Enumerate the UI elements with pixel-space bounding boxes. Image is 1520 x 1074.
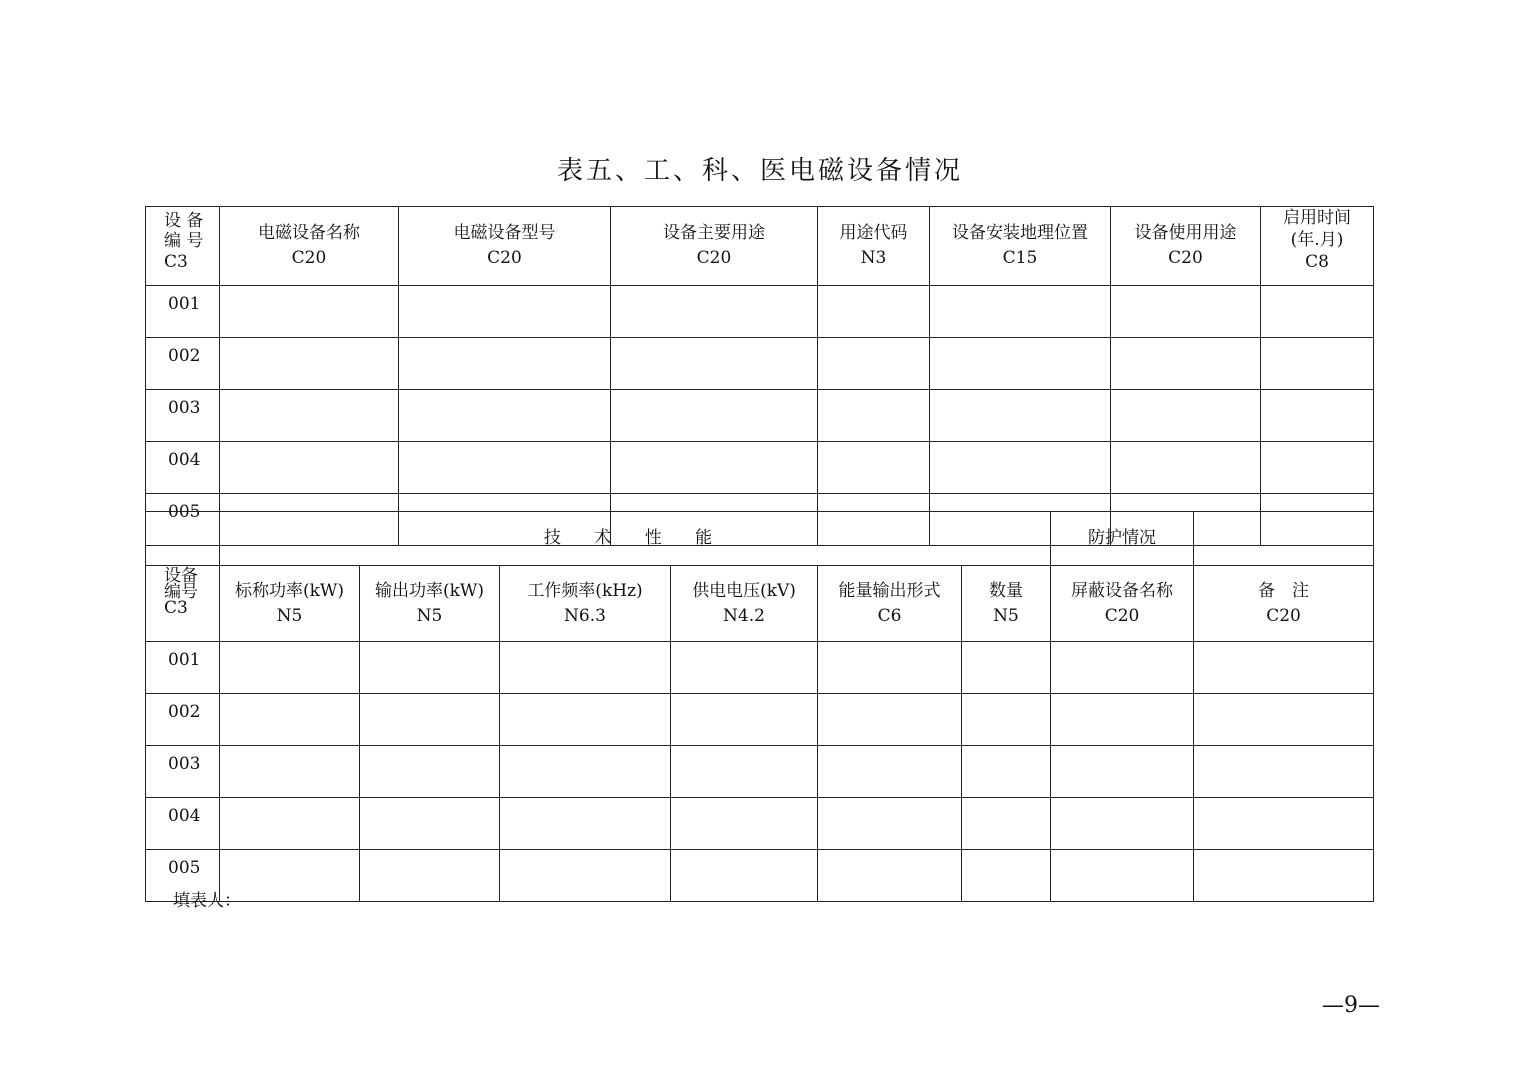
blank-cell: [1194, 512, 1374, 566]
header-line: 设 备: [164, 211, 204, 231]
cell[interactable]: [1194, 694, 1374, 746]
table-row: [146, 286, 1374, 338]
cell[interactable]: [360, 642, 500, 694]
header-line: 输出功率(kW): [374, 580, 485, 601]
cell[interactable]: [360, 850, 500, 902]
header-line: C20: [291, 248, 327, 268]
cell[interactable]: [930, 286, 1111, 338]
header-line: 设备使用用途: [1134, 223, 1237, 244]
header-line: C15: [1002, 248, 1038, 268]
cell[interactable]: [962, 694, 1051, 746]
cell[interactable]: [500, 798, 671, 850]
cell[interactable]: [1051, 694, 1194, 746]
header-output-power: [360, 566, 500, 642]
header-purpose-code: [818, 207, 930, 286]
cell[interactable]: [1261, 442, 1374, 494]
header-line: N3: [860, 248, 887, 268]
cell[interactable]: [818, 286, 930, 338]
table-row: [146, 642, 1374, 694]
cell[interactable]: [1194, 746, 1374, 798]
header-line: 启用时间: [1283, 208, 1351, 228]
cell[interactable]: [1051, 642, 1194, 694]
cell[interactable]: [399, 442, 611, 494]
header-line: C20: [696, 248, 732, 268]
header-device-name: [220, 207, 399, 286]
row-id: 005: [146, 494, 220, 546]
cell[interactable]: [220, 286, 399, 338]
header-line: 能量输出形式: [838, 580, 941, 601]
cell[interactable]: [962, 746, 1051, 798]
cell[interactable]: [611, 338, 818, 390]
cell[interactable]: [360, 694, 500, 746]
row-id: 004: [146, 442, 220, 494]
header-line: C8: [1305, 252, 1329, 273]
header-line: C20: [1168, 248, 1203, 268]
cell[interactable]: [671, 746, 818, 798]
header-line: 标称功率(kW): [234, 580, 345, 601]
cell[interactable]: [611, 390, 818, 442]
cell[interactable]: [500, 642, 671, 694]
header-line: 电磁设备型号: [453, 223, 556, 244]
cell[interactable]: [399, 390, 611, 442]
header-line: C20: [1266, 605, 1301, 626]
header-line: 用途代码: [839, 223, 908, 244]
header-line: 工作频率(kHz): [527, 580, 643, 601]
cell[interactable]: [818, 694, 962, 746]
header-line: N5: [993, 605, 1019, 626]
cell[interactable]: [930, 442, 1111, 494]
cell[interactable]: [818, 642, 962, 694]
cell[interactable]: [818, 798, 962, 850]
row-id: 005: [146, 850, 220, 902]
filler-label: 填表人：: [173, 891, 241, 911]
header-line: C3: [164, 251, 188, 272]
table-row: [146, 390, 1374, 442]
cell[interactable]: [962, 798, 1051, 850]
header-line: 供电电压(kV): [692, 580, 796, 601]
cell[interactable]: [399, 338, 611, 390]
table-header-row: [146, 207, 1374, 286]
cell[interactable]: [1111, 390, 1261, 442]
row-id: 002: [146, 694, 220, 746]
cell[interactable]: [1111, 338, 1261, 390]
table-row: [146, 338, 1374, 390]
row-id: 002: [146, 338, 220, 390]
cell[interactable]: [360, 746, 500, 798]
row-id: 003: [146, 390, 220, 442]
cell[interactable]: [818, 746, 962, 798]
header-rated-power: [220, 566, 360, 642]
header-line: C6: [877, 605, 902, 626]
cell[interactable]: [1051, 850, 1194, 902]
cell[interactable]: [611, 442, 818, 494]
group-technical-performance: 技 术 性 能: [220, 512, 1051, 566]
header-line: N5: [416, 605, 443, 626]
cell[interactable]: [500, 850, 671, 902]
page-number: —9—: [1322, 993, 1380, 1018]
cell[interactable]: [1111, 286, 1261, 338]
blank-cell: [146, 512, 220, 566]
header-line: N6.3: [564, 605, 606, 626]
technical-performance-table: [145, 511, 1374, 902]
cell[interactable]: [671, 850, 818, 902]
group-protection: 防护情况: [1051, 512, 1194, 566]
cell[interactable]: [818, 442, 930, 494]
cell[interactable]: [1051, 798, 1194, 850]
group-header-row: [146, 512, 1374, 566]
cell[interactable]: [500, 746, 671, 798]
header-supply-voltage: [671, 566, 818, 642]
cell[interactable]: [220, 798, 360, 850]
cell[interactable]: [962, 850, 1051, 902]
page-title: 表五、工、科、医电磁设备情况: [556, 156, 963, 186]
header-device-model: [399, 207, 611, 286]
header-energy-output-form: [818, 566, 962, 642]
header-line: 屏蔽设备名称: [1071, 580, 1174, 601]
cell[interactable]: [220, 642, 360, 694]
equipment-info-table: [145, 206, 1374, 546]
cell[interactable]: [1111, 442, 1261, 494]
cell[interactable]: [962, 642, 1051, 694]
header-line: 编 号: [164, 231, 204, 252]
header-line: C20: [1104, 605, 1140, 626]
row-id: 001: [146, 286, 220, 338]
header-line: 设备: [164, 566, 198, 586]
header-line: C20: [487, 248, 522, 268]
cell[interactable]: [671, 798, 818, 850]
header-line: 备 注: [1258, 580, 1310, 601]
cell[interactable]: [1261, 338, 1374, 390]
cell[interactable]: [1194, 642, 1374, 694]
row-id: 004: [146, 798, 220, 850]
header-line: 电磁设备名称: [258, 223, 360, 244]
header-shield-device-name: [1051, 566, 1194, 642]
cell[interactable]: [220, 390, 399, 442]
header-start-date: [1261, 207, 1374, 286]
cell[interactable]: [818, 338, 930, 390]
cell[interactable]: [818, 390, 930, 442]
header-line: C3: [164, 598, 188, 619]
header-install-location: [930, 207, 1111, 286]
table-row: [146, 850, 1374, 902]
cell[interactable]: [360, 798, 500, 850]
header-device-id: [146, 566, 220, 642]
cell[interactable]: [1051, 746, 1194, 798]
table-row: [146, 746, 1374, 798]
cell[interactable]: [220, 746, 360, 798]
header-device-id: [146, 207, 220, 286]
cell[interactable]: [220, 694, 360, 746]
cell[interactable]: [1261, 286, 1374, 338]
cell[interactable]: [1261, 390, 1374, 442]
cell[interactable]: [500, 694, 671, 746]
header-line: (年.月): [1290, 230, 1344, 251]
header-main-purpose: [611, 207, 818, 286]
header-frequency: [500, 566, 671, 642]
header-line: 数量: [989, 580, 1024, 601]
cell[interactable]: [671, 694, 818, 746]
header-quantity: [962, 566, 1051, 642]
header-line: N4.2: [723, 605, 765, 626]
table-row: [146, 442, 1374, 494]
header-remarks: [1194, 566, 1374, 642]
cell[interactable]: [818, 850, 962, 902]
cell[interactable]: [930, 338, 1111, 390]
cell[interactable]: [611, 286, 818, 338]
table-row: [146, 798, 1374, 850]
cell[interactable]: [671, 642, 818, 694]
table-header-row: [146, 566, 1374, 642]
cell[interactable]: [220, 442, 399, 494]
row-id: 003: [146, 746, 220, 798]
header-line: N5: [276, 605, 303, 626]
header-line: 设备安装地理位置: [952, 223, 1088, 244]
cell[interactable]: [1194, 798, 1374, 850]
cell[interactable]: [220, 338, 399, 390]
header-line: 编号: [164, 582, 198, 603]
cell[interactable]: [930, 390, 1111, 442]
table-row: [146, 694, 1374, 746]
cell[interactable]: [1194, 850, 1374, 902]
cell[interactable]: [399, 286, 611, 338]
row-id: 001: [146, 642, 220, 694]
header-line: 设备主要用途: [663, 223, 765, 244]
header-usage: [1111, 207, 1261, 286]
